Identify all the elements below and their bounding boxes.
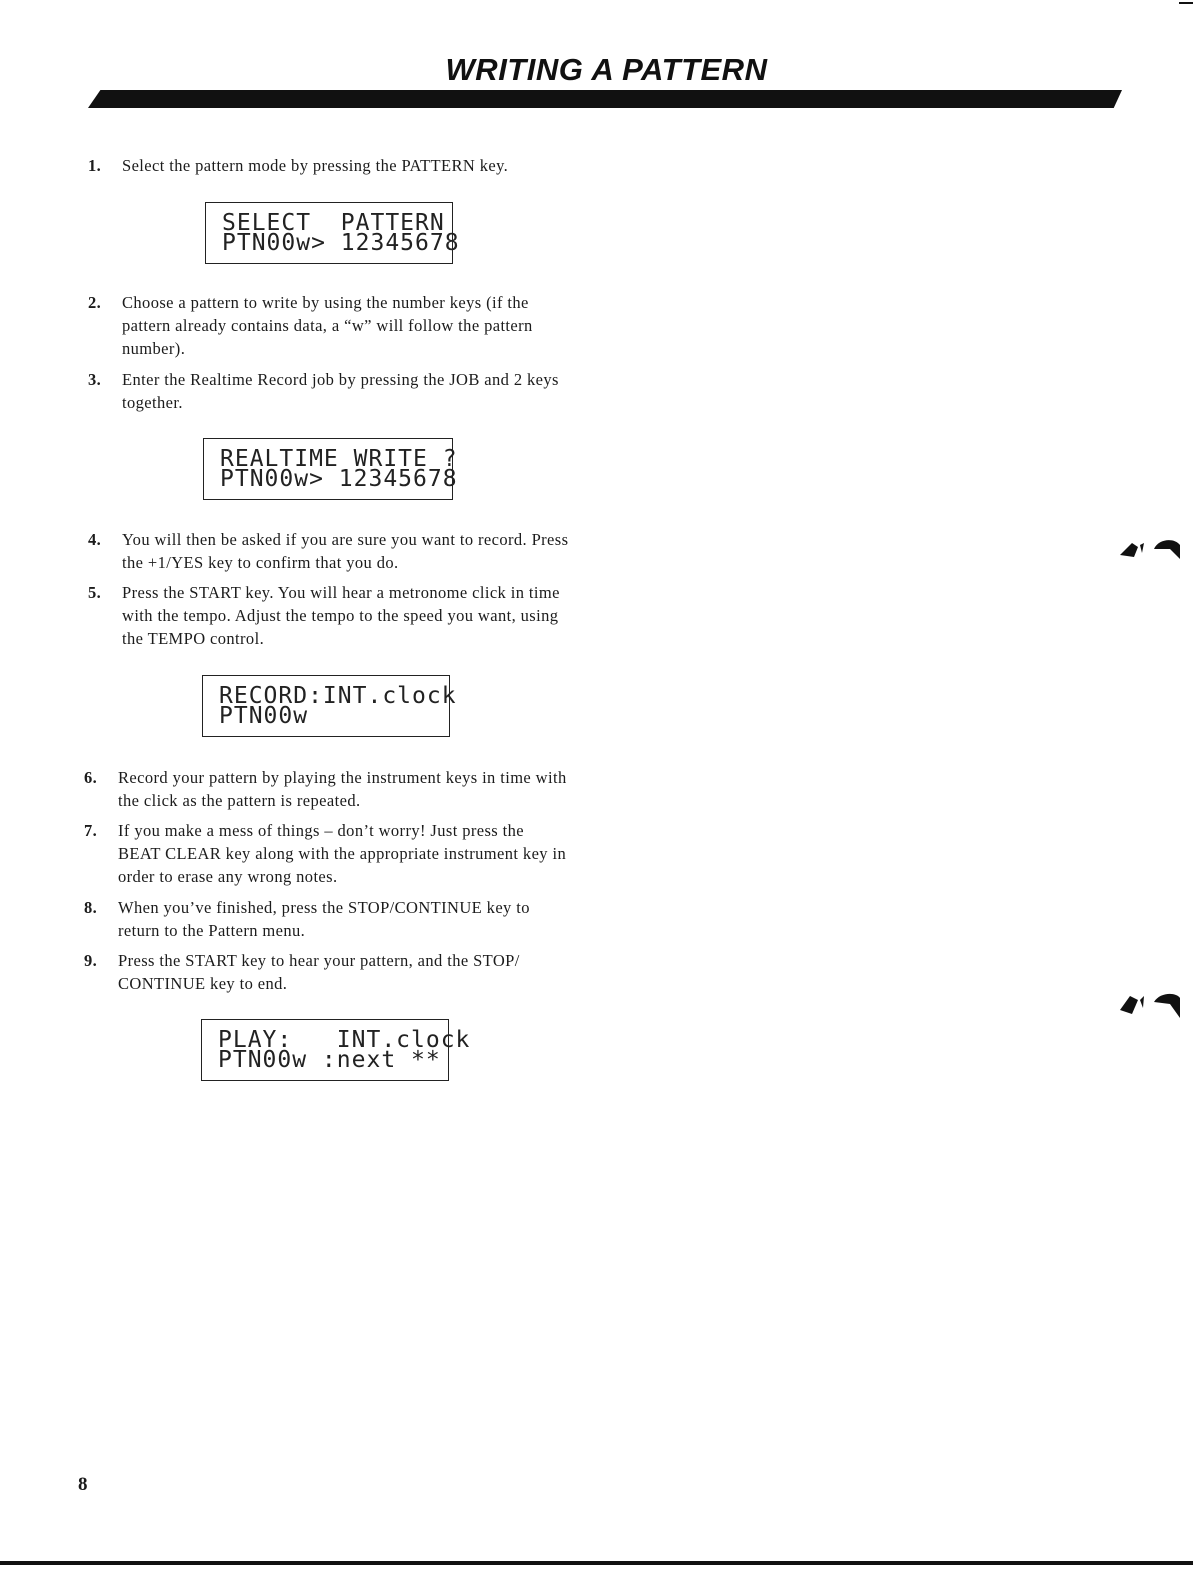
bottom-rule [0, 1561, 1193, 1565]
lcd-line-2: PTN00w> 12345678 [220, 466, 458, 492]
lcd-display-record [202, 675, 457, 737]
step-number: 6. [84, 768, 98, 787]
step-text: Select the pattern mode by pressing the PATTERN key. [122, 156, 509, 175]
lcd-line-2: PTN00w> 12345678 [222, 230, 460, 256]
lcd-line-1: REALTIME WRITE ? [220, 446, 458, 472]
lcd-display-play [201, 1019, 471, 1081]
step-number: 4. [88, 530, 102, 549]
lcd-display-select-pattern [205, 202, 460, 264]
edge-mark-lower-icon [1118, 990, 1182, 1018]
step-text: Press the START key. You will hear a metronome click in time with the tempo. Adjust the tempo to the speed you want, using the TEMPO control. [122, 583, 560, 648]
lcd-line-2: PTN00w [219, 703, 309, 729]
step-number: 9. [84, 951, 98, 970]
step-number: 7. [84, 821, 98, 840]
step-text: Record your pattern by playing the instrument keys in time with the click as the pattern is repeated. [118, 768, 567, 810]
step-number: 8. [84, 898, 98, 917]
step-number: 1. [88, 156, 102, 175]
page-number: 8 [78, 1474, 88, 1495]
step-number: 5. [88, 583, 102, 602]
step-number: 2. [88, 293, 102, 312]
page-title: WRITING A PATTERN [445, 52, 768, 87]
lcd-display-realtime-write [203, 438, 458, 500]
lcd-line-1: PLAY: INT.clock [218, 1027, 471, 1053]
step-text: When you’ve finished, press the STOP/CONTINUE key to return to the Pattern menu. [118, 898, 530, 940]
corner-mark [1179, 2, 1193, 4]
step-text: Choose a pattern to write by using the number keys (if the pattern already contains data, a “w” will follow the pattern number). [122, 293, 533, 358]
step-number: 3. [88, 370, 102, 389]
step-text: Press the START key to hear your pattern, and the STOP/ CONTINUE key to end. [118, 951, 520, 993]
edge-mark-upper-icon [1118, 535, 1182, 563]
lcd-line-1: RECORD:INT.clock [219, 683, 457, 709]
step-text: You will then be asked if you are sure you want to record. Press the +1/YES key to confirm that you do. [122, 530, 569, 572]
lcd-line-2: PTN00w :next ** [218, 1047, 441, 1073]
step-text: Enter the Realtime Record job by pressing the JOB and 2 keys together. [122, 370, 559, 412]
title-underline-bar [88, 90, 1122, 108]
lcd-line-1: SELECT PATTERN [222, 210, 445, 236]
step-text: If you make a mess of things – don’t worry! Just press the BEAT CLEAR key along with the appropriate instrument key in order to erase any wrong notes. [118, 821, 567, 886]
